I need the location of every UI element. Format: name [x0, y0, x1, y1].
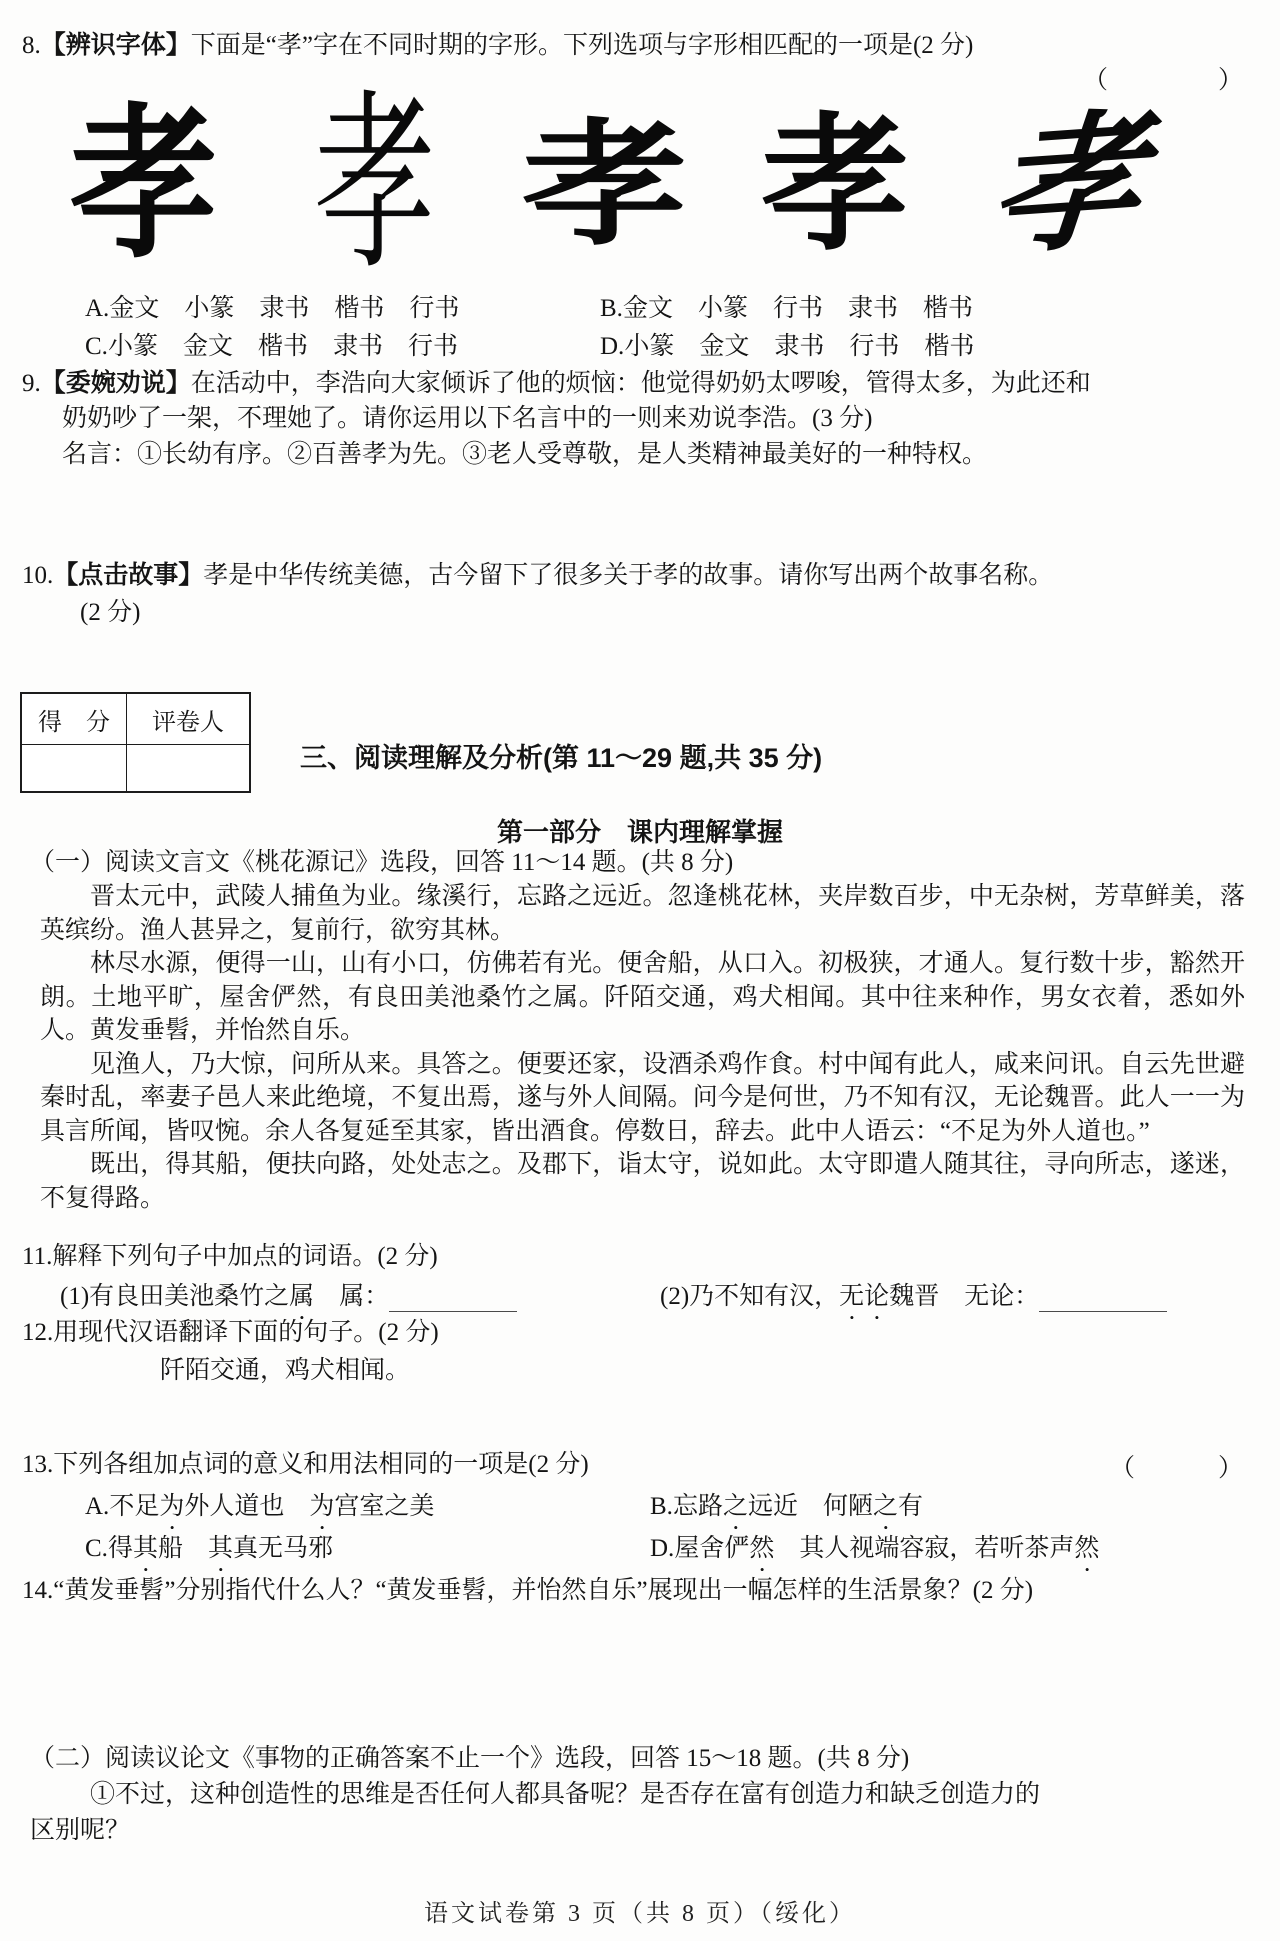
question-9-line-1	[22, 366, 1091, 401]
question-14-title	[22, 1574, 1033, 1608]
question-11-number: 11.	[22, 1243, 53, 1270]
part-1-heading: 第一部分 课内理解掌握	[496, 817, 783, 847]
option-a-text: 金文 小篆 隶书 楷书 行书	[109, 295, 460, 322]
option-b-label: B.	[650, 1493, 673, 1520]
option-c-text: 小篆 金文 楷书 隶书 行书	[107, 333, 458, 360]
question-8-title	[22, 28, 973, 63]
question-9-tag: 【委婉劝说】	[40, 369, 191, 397]
option-d-text: 屋舍俨然 其人视端容寂，若听茶声然	[674, 1535, 1100, 1562]
question-12-number: 12.	[22, 1319, 54, 1346]
passage-paragraph-1: 晋太元中，武陵人捕鱼为业。缘溪行，忘路之远近。忽逢桃花林，夹岸数百步，中无杂树，芳草鲜美，落英缤纷。渔人甚异之，复前行，欲穷其林。	[40, 883, 1245, 944]
question-12-sentence: 阡陌交通，鸡犬相闻。	[160, 1357, 411, 1384]
question-8-tag: 【辨识字体】	[40, 31, 191, 59]
question-12-text: 用现代汉语翻译下面的句子。(2 分)	[53, 1319, 439, 1346]
option-a-label: A.	[85, 295, 110, 322]
item-2-label: (2)	[660, 1283, 690, 1310]
script-samples-row	[70, 80, 1148, 294]
script-sample-3-image: 孝	[522, 111, 688, 263]
taohuayuanji-passage	[40, 880, 1245, 1215]
question-10-tag: 【点击故事】	[53, 561, 204, 589]
question-10-line-1	[22, 558, 1053, 593]
question-13-option-b	[650, 1490, 923, 1535]
question-9-line-2: 奶奶吵了一架，不理她了。请你运用以下名言中的一则来劝说李浩。(3 分)	[62, 405, 873, 432]
question-10-points: (2 分)	[80, 599, 141, 626]
question-11-title	[22, 1240, 438, 1274]
question-13-option-c	[85, 1532, 333, 1577]
question-8-text: 下面是“孝”字在不同时期的字形。下列选项与字形相匹配的一项是(2 分)	[190, 32, 974, 59]
item-2-sentence: 乃不知有汉，无论魏晋	[689, 1283, 940, 1310]
passage-paragraph-2: 林尽水源，便得一山，山有小口，仿佛若有光。便舍船，从口入。初极狭，才通人。复行数十步，豁然开朗。土地平旷，屋舍俨然，有良田美池桑竹之属。阡陌交通，鸡犬相闻。其中往来种作，男女衣着，悉如外人。黄发垂髫，并怡然自乐。	[40, 950, 1245, 1044]
question-10-number: 10.	[22, 562, 54, 589]
score-table	[20, 692, 251, 793]
score-table-score-header: 得 分	[21, 693, 127, 745]
question-8-number: 8.	[22, 32, 41, 59]
part-2-paragraph-line-2: 区别呢？	[30, 1817, 131, 1844]
question-8-option-b	[600, 292, 973, 326]
question-9-text: 在活动中，李浩向大家倾诉了他的烦恼：他觉得奶奶太啰唆，管得太多，为此还和	[190, 370, 1091, 397]
item-1-label: (1)	[60, 1283, 90, 1310]
passage-paragraph-4: 既出，得其船，便扶向路，处处志之。及郡下，诣太守，说如此。太守即遣人随其往，寻向所志，遂迷，不复得路。	[40, 1151, 1245, 1212]
page-footer: 语文试卷第 3 页（共 8 页）（绥化）	[424, 1901, 856, 1927]
score-table-score-cell	[21, 745, 127, 793]
option-d-text: 小篆 金文 隶书 行书 楷书	[624, 333, 975, 360]
passage-intro: （一）阅读文言文《桃花源记》选段，回答 11～14 题。(共 8 分)	[30, 849, 734, 876]
item-1-term: 属：	[339, 1283, 390, 1310]
passage-paragraph-3: 见渔人，乃大惊，问所从来。具答之。便要还家，设酒杀鸡作食。村中闻有此人，咸来问讯。自云先世避秦时乱，率妻子邑人来此绝境，不复出焉，遂与外人间隔。问今是何世，乃不知有汉，无论魏晋。此人一一为具言所闻，皆叹惋。余人各复延至其家，皆出酒食。停数日，辞去。此中人语云：“不足为外人道也。”	[40, 1050, 1245, 1145]
option-b-text: 忘路之远近 何陋之有	[672, 1493, 924, 1520]
score-table-grader-cell	[127, 745, 251, 793]
part-2-intro: （二）阅读议论文《事物的正确答案不止一个》选段，回答 15～18 题。(共 8 分)	[30, 1745, 910, 1772]
question-13-text: 下列各组加点词的意义和用法相同的一项是(2 分)	[53, 1451, 589, 1478]
option-c-text: 得其船 其真无马邪	[107, 1535, 334, 1562]
question-9-line-3: 名言：①长幼有序。②百善孝为先。③老人受尊敬，是人类精神最美好的一种特权。	[62, 441, 988, 468]
question-13-option-d	[650, 1532, 1099, 1577]
script-sample-4-image: 孝	[761, 105, 910, 269]
question-13-number: 13.	[22, 1451, 54, 1478]
question-11-text: 解释下列句子中加点的词语。(2 分)	[52, 1243, 438, 1270]
script-sample-5-image: 孝	[984, 100, 1148, 274]
option-d-label: D.	[600, 333, 625, 360]
score-table-grader-header: 评卷人	[127, 693, 251, 745]
question-8-option-a	[85, 292, 459, 326]
option-b-text: 金文 小篆 行书 隶书 楷书	[622, 295, 973, 322]
question-12-title	[22, 1316, 439, 1350]
question-13-option-a	[85, 1490, 434, 1535]
question-10-text: 孝是中华传统美德，古今留下了很多关于孝的故事。请你写出两个故事名称。	[203, 562, 1054, 589]
option-c-label: C.	[85, 1535, 108, 1562]
item-1-sentence: 有良田美池桑竹之属	[89, 1283, 315, 1310]
item-1-answer-blank	[389, 1287, 517, 1312]
option-b-label: B.	[600, 295, 623, 322]
question-11-item-2	[660, 1280, 1167, 1325]
question-14-text: “黄发垂髫”分别指代什么人？“黄发垂髫，并怡然自乐”展现出一幅怎样的生活景象？(2 分)	[53, 1577, 1034, 1604]
question-13-title	[22, 1448, 589, 1482]
question-9-number: 9.	[22, 370, 41, 397]
item-2-answer-blank	[1039, 1287, 1167, 1312]
question-8-option-c	[85, 330, 458, 364]
question-8-answer-bracket: （ ）	[1082, 67, 1245, 94]
part-2-paragraph-line-1: ①不过，这种创造性的思维是否任何人都具备呢？是否存在富有创造力和缺乏创造力的	[90, 1781, 1041, 1808]
question-8-option-d	[600, 330, 974, 364]
script-sample-2-image: 孝	[313, 80, 436, 294]
item-2-term: 无论：	[964, 1283, 1040, 1310]
option-d-label: D.	[650, 1535, 675, 1562]
question-13-answer-bracket: （ ）	[1109, 1455, 1245, 1482]
option-a-label: A.	[85, 1493, 110, 1520]
option-c-label: C.	[85, 333, 108, 360]
section-3-heading: 三、阅读理解及分析(第 11～29 题,共 35 分)	[300, 743, 823, 773]
option-a-text: 不足为外人道也 为宫室之美	[109, 1493, 435, 1520]
script-sample-1-image: 孝	[70, 95, 218, 279]
question-14-number: 14.	[22, 1577, 54, 1604]
